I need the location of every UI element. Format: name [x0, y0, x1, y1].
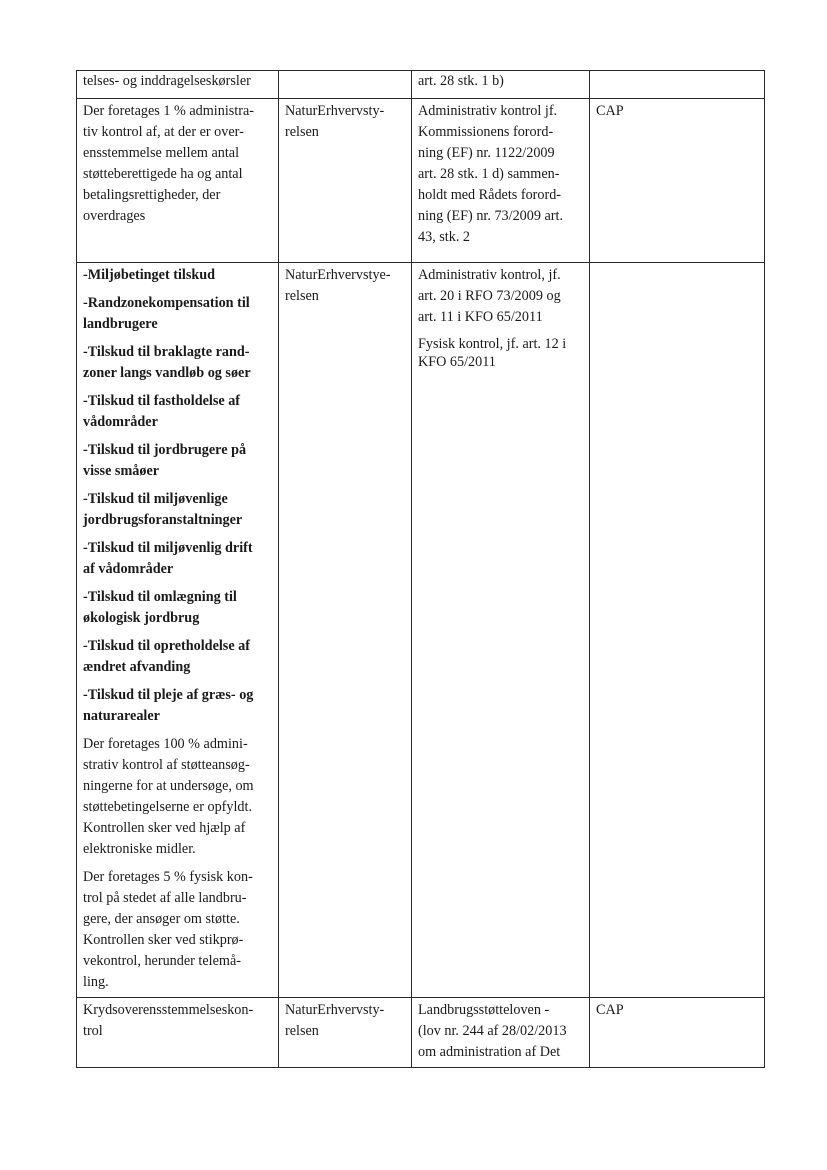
regulation-table — [76, 70, 765, 1068]
text-line: jordbrugsforanstaltninger — [83, 512, 243, 528]
text-line: telses- og inddragelseskørsler — [83, 73, 251, 89]
text-line: Der foretages 1 % administra- — [83, 103, 254, 119]
text-line: betalingsrettigheder, der — [83, 187, 221, 203]
text-line: (lov nr. 244 af 28/02/2013 — [418, 1023, 567, 1039]
text-line: støtteberettigede ha og antal — [83, 166, 243, 182]
cell-legal-basis — [412, 998, 590, 1068]
text-line: Der foretages 100 % admini- — [83, 736, 248, 752]
text-line: strativ kontrol af støtteansøg- — [83, 757, 250, 773]
text-line: -Randzonekompensation til — [83, 295, 250, 311]
bold-heading — [83, 587, 272, 629]
text-line: ensstemmelse mellem antal — [83, 145, 240, 161]
text-line: art. 28 stk. 1 b) — [418, 73, 504, 89]
paragraph — [418, 335, 583, 371]
text-line: ning (EF) nr. 73/2009 art. — [418, 208, 564, 224]
text-line: tiv kontrol af, at der er over- — [83, 124, 244, 140]
text-line: trol på stedet af alle landbru- — [83, 890, 247, 906]
text-line: Kontrollen sker ved hjælp af — [83, 820, 246, 836]
text-line: zoner langs vandløb og søer — [83, 365, 251, 381]
text-line: Krydsoverensstemmelseskon- — [83, 1002, 254, 1018]
cell-category — [590, 263, 765, 998]
text-line: visse småøer — [83, 463, 160, 479]
text-line: Administrativ kontrol, jf. — [418, 267, 561, 283]
text-line: art. 11 i KFO 65/2011 — [418, 309, 543, 325]
cell-category — [590, 71, 765, 99]
bold-heading — [83, 342, 272, 384]
cell-authority — [279, 998, 412, 1068]
text-line: -Miljøbetinget tilskud — [83, 267, 216, 283]
text-line: -Tilskud til opretholdelse af — [83, 638, 250, 654]
text-line: -Tilskud til miljøvenlig drift — [83, 540, 253, 556]
text-line: landbrugere — [83, 316, 158, 332]
cell-description — [77, 998, 279, 1068]
text-line: 43, stk. 2 — [418, 229, 471, 245]
table-row — [77, 263, 765, 998]
bold-heading — [83, 636, 272, 678]
text-line: Der foretages 5 % fysisk kon- — [83, 869, 253, 885]
text-line: relsen — [285, 1023, 319, 1039]
bold-heading — [83, 391, 272, 433]
cell-category — [590, 998, 765, 1068]
text-line: Kommissionens forord- — [418, 124, 554, 140]
cell-description — [77, 71, 279, 99]
table-row — [77, 99, 765, 263]
text-line: Administrativ kontrol jf. — [418, 103, 558, 119]
text-line: art. 20 i RFO 73/2009 og — [418, 288, 561, 304]
text-line: Kontrollen sker ved stikprø- — [83, 932, 244, 948]
cell-authority — [279, 263, 412, 998]
cell-description — [77, 99, 279, 263]
text-line: ændret afvanding — [83, 659, 191, 675]
table-row — [77, 998, 765, 1068]
bold-heading — [83, 489, 272, 531]
text-line: -Tilskud til omlægning til — [83, 589, 237, 605]
text-line: vådområder — [83, 414, 158, 430]
text-line: vekontrol, herunder telemå- — [83, 953, 241, 969]
text-line: NaturErhvervsty- — [285, 103, 385, 119]
text-line: relsen — [285, 124, 319, 140]
bold-heading — [83, 293, 272, 335]
text-line: NaturErhvervstye- — [285, 267, 391, 283]
bold-heading — [83, 685, 272, 727]
paragraph — [418, 265, 583, 328]
bold-heading — [83, 538, 272, 580]
paragraph — [83, 734, 272, 860]
text-line: støttebetingelserne er opfyldt. — [83, 799, 253, 815]
text-line: -Tilskud til pleje af græs- og — [83, 687, 254, 703]
bold-heading — [83, 440, 272, 482]
text-line: overdrages — [83, 208, 146, 224]
text-line: trol — [83, 1023, 103, 1039]
text-line: -Tilskud til braklagte rand- — [83, 344, 250, 360]
text-line: -Tilskud til jordbrugere på — [83, 442, 247, 458]
text-line: KFO 65/2011 — [418, 354, 496, 370]
cell-authority — [279, 71, 412, 99]
cell-authority — [279, 99, 412, 263]
text-line: gere, der ansøger om støtte. — [83, 911, 240, 927]
text-line: ningerne for at undersøge, om — [83, 778, 254, 794]
cell-legal-basis — [412, 263, 590, 998]
text-line: elektroniske midler. — [83, 841, 196, 857]
table-row — [77, 71, 765, 99]
text-line: naturarealer — [83, 708, 160, 724]
cell-description — [77, 263, 279, 998]
cell-legal-basis — [412, 99, 590, 263]
text-line: om administration af Det — [418, 1044, 561, 1060]
text-line: holdt med Rådets forord- — [418, 187, 562, 203]
text-line: CAP — [596, 103, 624, 119]
cell-category — [590, 99, 765, 263]
cell-legal-basis — [412, 71, 590, 99]
text-line: -Tilskud til fastholdelse af — [83, 393, 241, 409]
text-line: af vådområder — [83, 561, 174, 577]
text-line: ling. — [83, 974, 109, 990]
text-line: økologisk jordbrug — [83, 610, 200, 626]
text-line: NaturErhvervsty- — [285, 1002, 385, 1018]
text-line: Landbrugsstøtteloven - — [418, 1002, 550, 1018]
text-line: -Tilskud til miljøvenlige — [83, 491, 228, 507]
text-line: Fysisk kontrol, jf. art. 12 i — [418, 336, 567, 352]
text-line: art. 28 stk. 1 d) sammen- — [418, 166, 560, 182]
paragraph — [83, 867, 272, 993]
bold-heading — [83, 265, 272, 286]
text-line: CAP — [596, 1002, 624, 1018]
text-line: ning (EF) nr. 1122/2009 — [418, 145, 555, 161]
text-line: relsen — [285, 288, 319, 304]
